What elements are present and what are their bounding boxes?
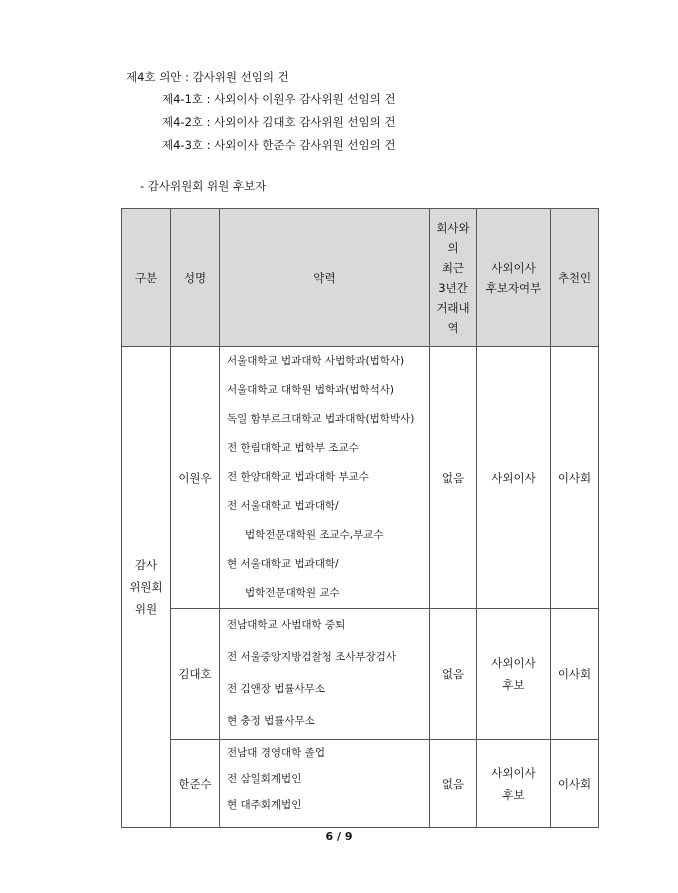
table-row bbox=[122, 347, 599, 609]
career-cell bbox=[220, 609, 430, 740]
career-line: 서울대학교 법과대학 사법학과(법학사) bbox=[227, 355, 405, 367]
candidate-name: 이원우 bbox=[171, 347, 220, 609]
outside-director-cell bbox=[477, 609, 551, 740]
agenda-sub-item: 제4-2호 : 사외이사 김대호 감사위원 선임의 건 bbox=[162, 115, 396, 129]
transactions-cell: 없음 bbox=[430, 609, 477, 740]
outside-director-line: 사외이사 bbox=[491, 656, 536, 670]
table-row bbox=[122, 740, 599, 828]
header-transactions-line: 최근 bbox=[441, 260, 465, 275]
career-line: 전 서울대학교 법과대학/ bbox=[227, 500, 339, 512]
career-line: 서울대학교 대학원 법학과(법학석사) bbox=[227, 384, 395, 396]
career-line: 독일 함부르크대학교 법과대학(법학박사) bbox=[227, 413, 415, 425]
candidate-name: 김대호 bbox=[171, 609, 220, 740]
table-row bbox=[122, 609, 599, 740]
header-outside-director-line: 사외이사 bbox=[491, 260, 536, 275]
header-transactions-line: 의 bbox=[447, 240, 459, 255]
recommender-cell: 이사회 bbox=[551, 740, 599, 828]
transactions-cell: 없음 bbox=[430, 347, 477, 609]
header-transactions-line: 역 bbox=[447, 320, 459, 335]
table-header-row bbox=[122, 209, 599, 347]
outside-director-line: 후보 bbox=[502, 787, 525, 802]
career-cell bbox=[220, 347, 430, 609]
header-category: 구분 bbox=[122, 209, 171, 347]
career-line: 현 대주회계법인 bbox=[227, 799, 302, 811]
header-transactions-line: 거래내 bbox=[436, 300, 470, 315]
category-label-line: 위원회 bbox=[129, 580, 163, 594]
career-cell bbox=[220, 740, 430, 828]
agenda-list bbox=[126, 66, 395, 157]
career-line: 전 한양대학교 법과대학 부교수 bbox=[227, 471, 369, 483]
career-line: 법학전문대학원 조교수,부교수 bbox=[245, 529, 384, 541]
agenda-main-item: 제4호 의안 : 감사위원 선임의 건 bbox=[126, 70, 289, 84]
header-name: 성명 bbox=[171, 209, 220, 347]
career-line: 전 한림대학교 법학부 조교수 bbox=[227, 442, 359, 454]
candidate-table bbox=[121, 208, 599, 828]
header-outside-director bbox=[477, 209, 551, 347]
header-transactions-line: 회사와 bbox=[436, 220, 470, 235]
outside-director-cell: 사외이사 bbox=[477, 347, 551, 609]
career-line: 전남대 경영대학 졸업 bbox=[227, 747, 325, 759]
career-line: 현 충정 법률사무소 bbox=[227, 715, 315, 727]
career-line: 전 삼일회계법인 bbox=[227, 773, 302, 785]
transactions-cell: 없음 bbox=[430, 740, 477, 828]
category-label-line: 감사 bbox=[134, 558, 158, 572]
page-number: 6 / 9 bbox=[325, 830, 353, 843]
header-recommender: 추천인 bbox=[551, 209, 599, 347]
header-transactions-line: 3년간 bbox=[438, 280, 468, 295]
outside-director-line: 사외이사 bbox=[491, 765, 536, 780]
outside-director-line: 후보 bbox=[502, 678, 525, 692]
candidate-name: 한준수 bbox=[171, 740, 220, 828]
outside-director-cell bbox=[477, 740, 551, 828]
career-line: 전 서울중앙지방검찰청 조사부장검사 bbox=[227, 651, 396, 663]
category-label-line: 위원 bbox=[134, 602, 158, 616]
career-line: 전 김앤장 법률사무소 bbox=[227, 683, 325, 695]
section-title: - 감사위원회 위원 후보자 bbox=[140, 179, 267, 193]
recommender-cell: 이사회 bbox=[551, 347, 599, 609]
career-line: 현 서울대학교 법과대학/ bbox=[227, 558, 339, 570]
career-line: 전남대학교 사범대학 중퇴 bbox=[227, 619, 346, 631]
career-line: 법학전문대학원 교수 bbox=[245, 587, 340, 599]
agenda-sub-item: 제4-1호 : 사외이사 이원우 감사위원 선임의 건 bbox=[162, 92, 396, 106]
agenda-sub-item: 제4-3호 : 사외이사 한준수 감사위원 선임의 건 bbox=[162, 138, 396, 152]
category-cell bbox=[122, 347, 171, 828]
header-outside-director-line: 후보자여부 bbox=[485, 280, 542, 295]
header-career: 약력 bbox=[220, 209, 430, 347]
header-transactions bbox=[430, 209, 477, 347]
recommender-cell: 이사회 bbox=[551, 609, 599, 740]
